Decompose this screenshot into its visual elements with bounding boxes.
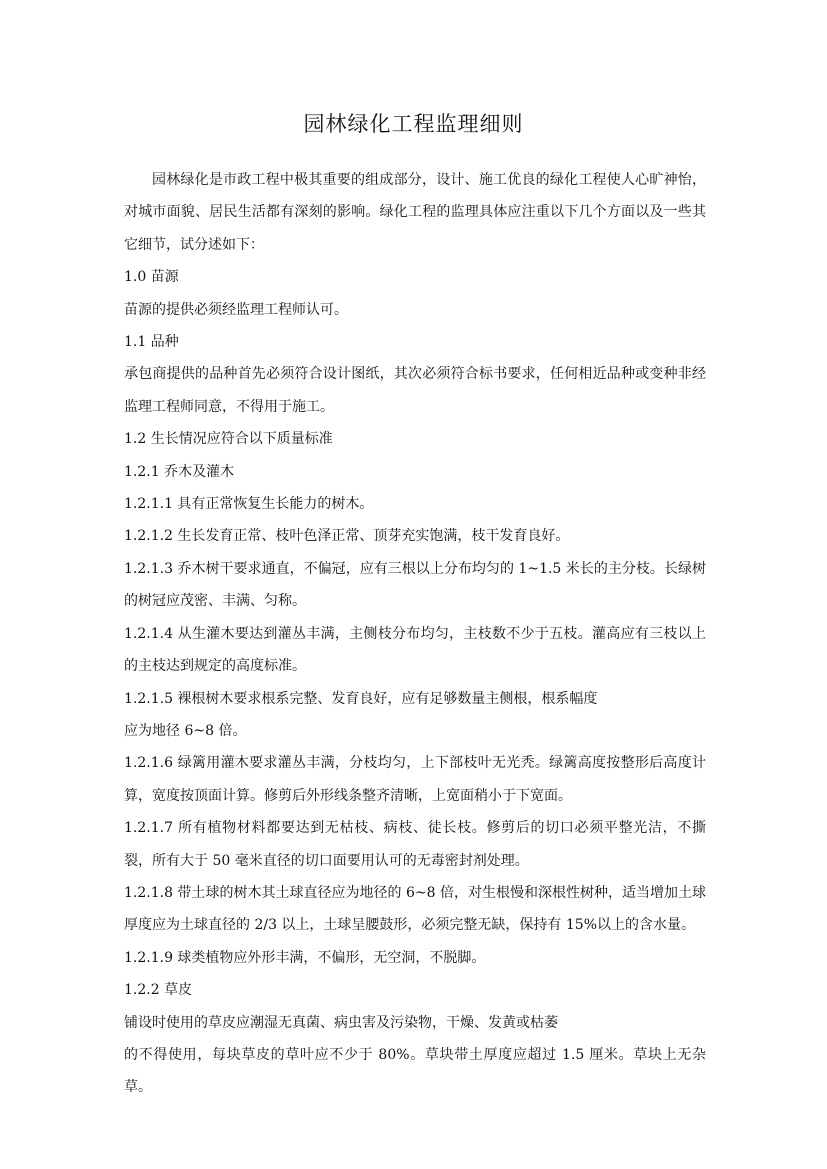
paragraph-turf-continued: 的不得使用，每块草皮的草叶应不少于 80%。草块带土厚度应超过 1.5 厘米。草块上无杂草。 [124, 1046, 706, 1096]
section-heading-1-2-1: 1.2.1 乔木及灌木 [124, 463, 235, 480]
clause-1-2-1-3: 1.2.1.3 乔木树干要求通直，不偏冠，应有三根以上分布均匀的 1~1.5 米长的主分枝。长绿树的树冠应茂密、丰满、匀称。 [124, 560, 706, 610]
paragraph-seedling-source: 苗源的提供必须经监理工程师认可。 [124, 301, 348, 318]
page-title: 园林绿化工程监理细则 [303, 112, 524, 136]
section-heading-1-2-2: 1.2.2 草皮 [124, 982, 193, 999]
section-heading-1-0: 1.0 苗源 [124, 269, 179, 286]
clause-1-2-1-7: 1.2.1.7 所有植物材料都要达到无枯枝、病枝、徒长枝。修剪后的切口必须平整光洁，不撕裂，所有大于 50 毫米直径的切口面要用认可的无毒密封剂处理。 [124, 820, 706, 869]
clause-1-2-1-5-continued: 应为地径 6~8 倍。 [124, 722, 247, 739]
paragraph-turf: 铺设时使用的草皮应潮湿无真菌、病虫害及污染物，干燥、发黄或枯萎 [124, 1014, 558, 1031]
clause-1-2-1-5: 1.2.1.5 裸根树木要求根系完整、发育良好，应有足够数量主侧根，根系幅度 [124, 690, 598, 707]
clause-1-2-1-2: 1.2.1.2 生长发育正常、枝叶色泽正常、顶芽充实饱满，枝干发育良好。 [124, 528, 570, 545]
clause-1-2-1-6: 1.2.1.6 绿篱用灌木要求灌丛丰满，分枝均匀，上下部枝叶无光秃。绿篱高度按整形后高度计算，宽度按顶面计算。修剪后外形线条整齐清晰，上宽面稍小于下宽面。 [124, 755, 706, 804]
clause-1-2-1-1: 1.2.1.1 具有正常恢复生长能力的树木。 [124, 496, 374, 513]
intro-paragraph: 园林绿化是市政工程中极其重要的组成部分，设计、施工优良的绿化工程使人心旷神怡，对城市面貌、居民生活都有深刻的影响。绿化工程的监理具体应注重以下几个方面以及一些其它细节，试分述如下： [124, 172, 706, 253]
section-heading-1-2: 1.2 生长情况应符合以下质量标准 [124, 431, 333, 448]
paragraph-variety: 承包商提供的品种首先必须符合设计图纸，其次必须符合标书要求，任何相近品种或变种非经监理工程师同意，不得用于施工。 [124, 366, 706, 415]
clause-1-2-1-8: 1.2.1.8 带土球的树木其土球直径应为地径的 6~8 倍，对生根慢和深根性树种，适当增加土球厚度应为土球直径的 2/3 以上，土球呈腰鼓形，必须完整无缺，保持有 15%以上的含水量。 [124, 884, 706, 934]
section-heading-1-1: 1.1 品种 [124, 334, 179, 351]
document-body [124, 164, 706, 1104]
clause-1-2-1-4: 1.2.1.4 从生灌木要达到灌丛丰满，主侧枝分布均匀，主枝数不少于五枝。灌高应有三枝以上的主枝达到规定的高度标准。 [124, 625, 706, 675]
clause-1-2-1-9: 1.2.1.9 球类植物应外形丰满，不偏形，无空洞，不脱脚。 [124, 949, 486, 966]
